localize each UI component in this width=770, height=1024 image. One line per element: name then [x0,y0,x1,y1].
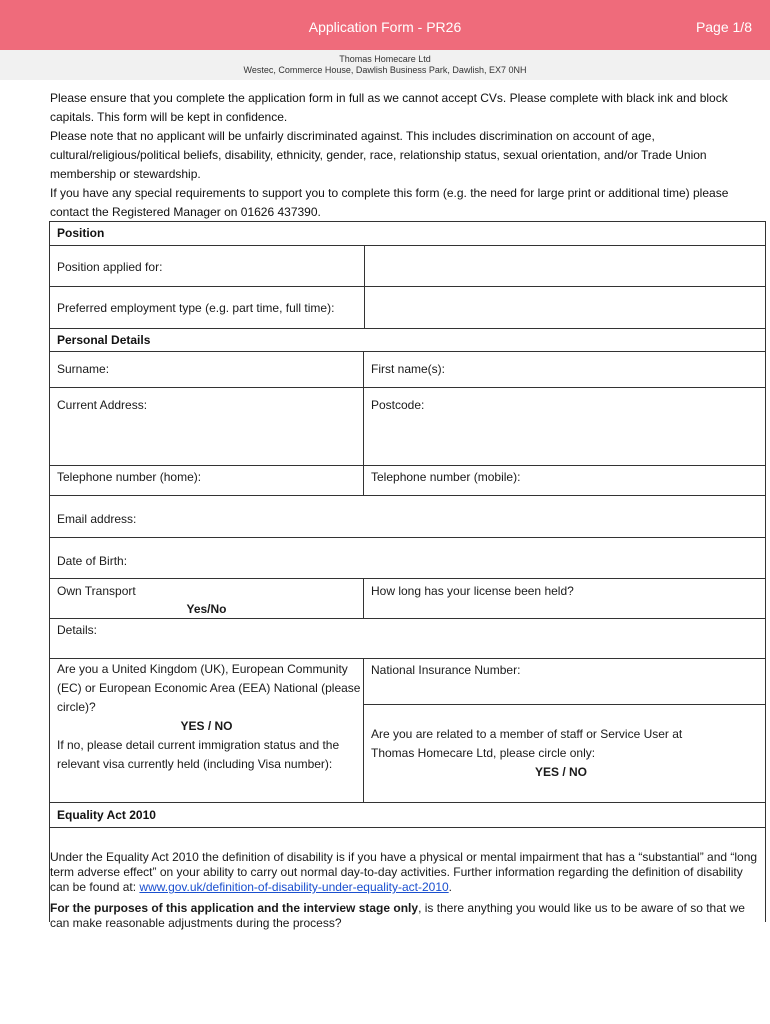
nationality-field[interactable] [50,659,363,802]
position-applied-field[interactable] [364,246,766,286]
company-header [0,50,770,80]
intro-paragraph-2: Please note that no applicant will be unfairly discriminated against. This includes discrimination on account of age, cultural/religious/political beliefs, disability, ethnicity, gender, race, relationship status, sexual orientation, and/or Trade Union membership or stewardship. [50,129,707,181]
tel-home-label: Telephone number (home): [57,470,202,484]
current-address-label: Current Address: [57,398,148,412]
related-question-text: Are you are related to a member of staff or Service User at Thomas Homecare Ltd, please circle only: [371,727,683,760]
preferred-type-label: Preferred employment type (e.g. part time, full time): [57,301,335,315]
ni-number-field[interactable] [364,659,766,705]
purposes-bold-text: For the purposes of this application and the interview stage only [50,901,419,915]
dob-row[interactable] [50,538,765,579]
uk-question-text: Are you a United Kingdom (UK), European Community (EC) or European Economic Area (EEA) National (please circle)? [57,662,361,714]
position-applied-label: Position applied for: [57,260,163,274]
equality-paragraph [50,850,765,895]
purposes-paragraph [50,901,765,931]
personal-section-header [50,329,765,352]
surname-field[interactable] [50,352,363,387]
intro-paragraph-1: Please ensure that you complete the application form in full as we cannot accept CVs. Please complete with black ink and block capitals. This form will be kept in confidence. [50,91,728,124]
intro-text [50,89,750,222]
position-section-header [50,222,765,246]
related-yes-no[interactable]: YES / NO [534,765,587,779]
form-title: Application Form - PR26 [308,19,462,35]
right-column [363,659,766,802]
page-number: Page 1/8 [695,19,752,35]
disability-definition-link[interactable]: www.gov.uk/definition-of-disability-under-equality-act-2010 [139,880,449,894]
tel-mobile-field[interactable] [363,466,766,495]
position-applied-row [50,246,765,287]
tel-mobile-label: Telephone number (mobile): [371,470,521,484]
company-address: Westec, Commerce House, Dawlish Business Park, Dawlish, EX7 0NH [243,65,527,75]
company-name: Thomas Homecare Ltd [339,54,431,64]
tel-home-field[interactable] [50,466,363,495]
name-row [50,352,765,388]
current-address-field[interactable] [50,388,363,465]
license-held-label: How long has your license been held? [371,584,574,598]
email-row[interactable] [50,496,765,538]
ni-number-label: National Insurance Number: [371,663,521,677]
license-held-field[interactable] [363,579,766,618]
first-names-field[interactable] [363,352,766,387]
purposes-text: , is there anything you would like us to be aware of so that we can make reasonable adjustments during the process? [50,901,745,930]
equality-section-header [50,803,765,828]
equality-header: Equality Act 2010 [57,808,156,822]
nationality-row [50,659,765,803]
postcode-field[interactable] [363,388,766,465]
telephone-row [50,466,765,496]
surname-label: Surname: [57,362,110,376]
equality-text-end: . [448,880,453,894]
details-label: Details: [57,623,98,637]
postcode-label: Postcode: [371,398,425,412]
email-label: Email address: [57,512,137,526]
dob-label: Date of Birth: [57,554,128,568]
title-bar [0,0,770,50]
details-row[interactable] [50,619,765,659]
address-row [50,388,765,466]
transport-row [50,579,765,619]
own-transport-field[interactable] [50,579,363,618]
personal-details-header: Personal Details [57,333,151,347]
own-transport-label: Own Transport [57,584,136,598]
equality-text: Under the Equality Act 2010 the definition of disability is if you have a physical or mental impairment that has a “substantial” and “long term adverse effect” on your ability to carry out normal day-to-day activities. Further information regarding the definition of disability can be found at: [50,850,758,894]
intro-paragraph-3: If you have any special requirements to support you to complete this form (e.g. the need for large print or additional time) please contact the Registered Manager on 01626 437390. [50,186,729,219]
preferred-type-field[interactable] [364,287,766,328]
position-header: Position [57,226,105,240]
first-names-label: First name(s): [371,362,446,376]
transport-yes-no[interactable]: Yes/No [186,602,227,616]
preferred-type-row [50,287,765,329]
application-form-table [49,221,766,930]
uk-yes-no[interactable]: YES / NO [180,719,233,733]
immigration-status-text: If no, please detail current immigration status and the relevant visa currently held (including Visa number): [57,738,340,771]
